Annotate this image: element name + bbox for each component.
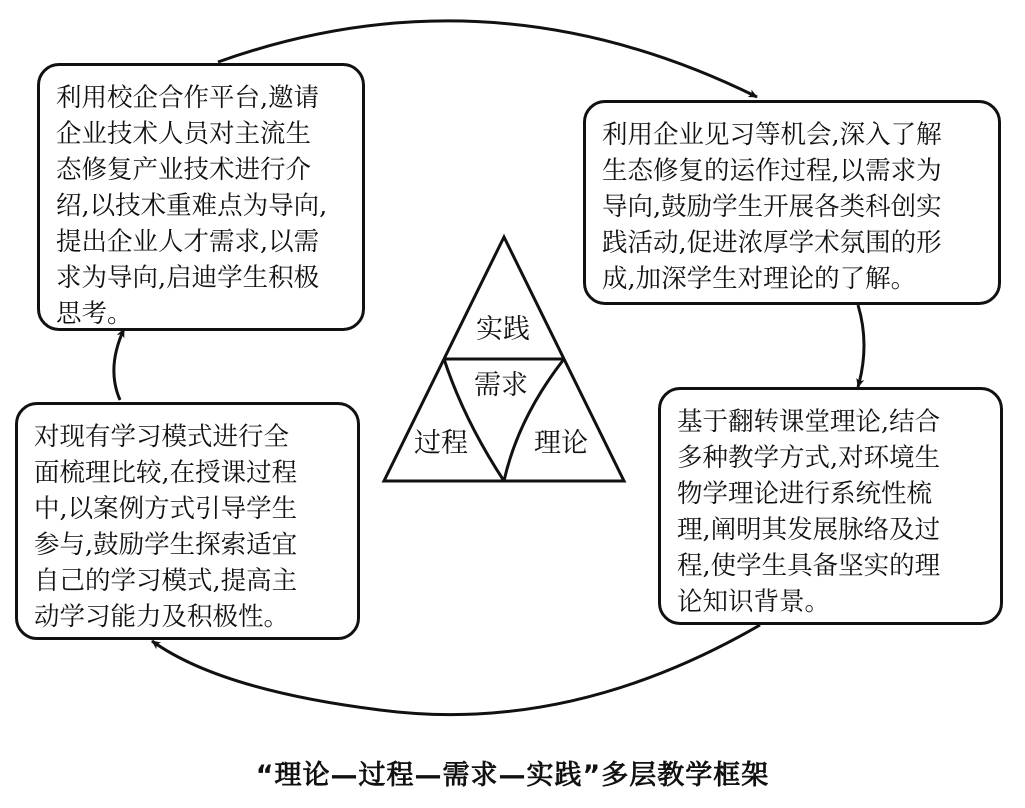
box-line: 动学习能力及积极性。	[34, 602, 290, 632]
box-bottom-right	[658, 387, 1003, 625]
box-line: 面梳理比较,在授课过程	[34, 458, 298, 488]
box-line: 态修复产业技术进行介	[56, 155, 312, 185]
box-bottom-left	[15, 402, 360, 640]
arrow-left-up	[114, 329, 124, 400]
arrow-right-down	[858, 305, 864, 387]
box-line: 对现有学习模式进行全	[34, 422, 290, 452]
box-line: 生态修复的运作过程,以需求为	[602, 156, 942, 186]
box-line: 求为导向,启迪学生积极	[56, 263, 320, 293]
box-line: 利用校企合作平台,邀请	[56, 83, 320, 113]
box-line: 成,加深学生对理论的了解。	[602, 264, 917, 294]
box-line: 提出企业人才需求,以需	[56, 227, 320, 257]
figure-caption: “理论—过程—需求—实践”多层教学框架	[255, 760, 770, 791]
box-line: 践活动,促进浓厚学术氛围的形	[602, 228, 942, 258]
triangle-label-left: 过程	[414, 428, 468, 459]
box-line: 论知识背景。	[677, 587, 831, 617]
box-line: 基于翻转课堂理论,结合	[677, 407, 941, 437]
box-line: 利用企业见习等机会,深入了解	[602, 120, 942, 150]
box-line: 参与,鼓励学生探索适宜	[34, 530, 298, 560]
box-line: 理,阐明其发展脉络及过	[677, 515, 941, 545]
box-line: 多种教学方式,对环境生	[677, 443, 941, 473]
box-line: 中,以案例方式引导学生	[34, 494, 298, 524]
triangle-label-right: 理论	[534, 428, 588, 459]
box-line: 物学理论进行系统性梳	[677, 479, 933, 509]
box-line: 绍,以技术重难点为导向,	[56, 191, 328, 221]
box-line: 程,使学生具备坚实的理	[677, 551, 941, 581]
box-line: 企业技术人员对主流生	[56, 119, 312, 149]
triangle-label-top: 实践	[476, 314, 530, 345]
box-line: 思考。	[56, 299, 133, 329]
box-line: 自己的学习模式,提高主	[34, 566, 298, 596]
box-top-left	[37, 63, 365, 331]
box-top-right	[583, 100, 1001, 305]
box-line: 导向,鼓励学生开展各类科创实	[602, 192, 942, 222]
triangle-label-center: 需求	[474, 370, 528, 401]
